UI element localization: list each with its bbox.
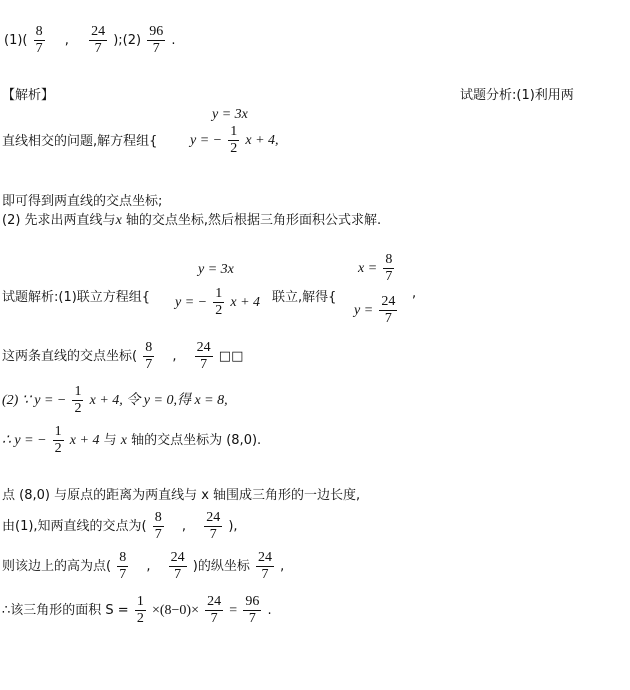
denominator: 7 [261, 567, 269, 582]
numerator: 8 [145, 340, 153, 355]
denominator: 7 [384, 311, 392, 326]
answer-area-fraction [147, 24, 165, 57]
eq2-fraction [213, 286, 224, 319]
denominator: 7 [154, 527, 162, 542]
answer-x-fraction [34, 24, 45, 57]
line3-var: x [115, 213, 122, 228]
numerator: 24 [206, 510, 221, 525]
p5-a: 由(1),知两直线的交点为( [2, 519, 147, 534]
answer-end: . [171, 33, 176, 48]
solution-end-comma: , [412, 286, 417, 301]
line3-b: 轴的交点坐标,然后根据三角形面积公式求解. [121, 213, 382, 228]
sx-fraction [383, 252, 394, 285]
p7-result-fraction [243, 594, 261, 627]
numerator: 24 [91, 24, 106, 39]
numerator: 1 [230, 124, 238, 139]
numerator: 24 [381, 294, 396, 309]
p5-end: ), [228, 519, 238, 534]
answer-comma: , [64, 33, 69, 48]
solution-y [354, 294, 399, 327]
analysis-heading: 【解析】 [2, 88, 55, 103]
denominator: 7 [145, 357, 153, 372]
solution-p6 [2, 550, 284, 583]
p7-a: ∴该三角形的面积 S = [2, 603, 129, 618]
analysis-line1: 直线相交的问题,解方程组{ [2, 134, 158, 149]
sy-lhs: y = [354, 303, 374, 318]
point-comma: , [172, 349, 177, 364]
numerator: 1 [215, 286, 223, 301]
numerator: 96 [245, 594, 260, 609]
solution-p4: 点 (8,0) 与原点的距离为两直线与 x 轴围成三角形的一边长度, [2, 488, 361, 503]
analysis-eq2 [190, 124, 279, 157]
analysis-line3 [2, 209, 381, 229]
solution-p2 [2, 384, 228, 417]
numerator: 24 [196, 340, 211, 355]
point-y-fraction [195, 340, 213, 373]
denominator: 7 [94, 41, 102, 56]
denominator: 7 [200, 357, 208, 372]
solution-point-line [2, 340, 243, 373]
denominator: 2 [136, 611, 144, 626]
p7-eq: = [229, 603, 238, 618]
denominator: 7 [209, 527, 217, 542]
p3-d: 轴的交点坐标为 (8,0). [126, 433, 262, 448]
denominator: 7 [35, 41, 43, 56]
p3-var: x [120, 433, 127, 448]
eq2-lhs: y = − [190, 133, 223, 148]
denominator: 2 [74, 401, 82, 416]
denominator: 7 [248, 611, 256, 626]
p3-b: x + 4 [69, 433, 100, 448]
line3-a: (2) 先求出两直线与 [2, 213, 116, 228]
denominator: 7 [174, 567, 182, 582]
p3-c: 与 [99, 433, 121, 448]
solution-x [358, 252, 396, 285]
p6-b: )的纵坐标 [192, 559, 250, 574]
eq2-rhs: x + 4, [245, 133, 279, 148]
solution-eq1: y = 3x [198, 262, 234, 277]
p6-end: , [280, 559, 285, 574]
point-text: 这两条直线的交点坐标( [2, 349, 138, 364]
p5-y-fraction [204, 510, 222, 543]
denominator: 2 [215, 303, 223, 318]
answer-close: );(2) [113, 33, 142, 48]
p3-fraction [53, 424, 64, 457]
eq2-rhs: x + 4 [230, 295, 261, 310]
answer-line [4, 24, 176, 57]
numerator: 24 [207, 594, 222, 609]
solution-p7 [2, 594, 272, 627]
point-end: □□ [218, 349, 244, 364]
p5-x-fraction [153, 510, 164, 543]
numerator: 96 [149, 24, 164, 39]
numerator: 1 [54, 424, 62, 439]
answer-open: (1)( [4, 33, 28, 48]
numerator: 1 [136, 594, 144, 609]
numerator: 1 [74, 384, 82, 399]
p7-end: . [267, 603, 272, 618]
answer-y-fraction [89, 24, 107, 57]
sx-lhs: x = [358, 261, 378, 276]
numerator: 24 [258, 550, 272, 565]
analysis-line2: 即可得到两直线的交点坐标; [2, 194, 163, 209]
eq2-lhs: y = − [175, 295, 208, 310]
p3-a: ∴ y = − [2, 433, 47, 448]
p7-height-fraction [205, 594, 223, 627]
analysis-eq1: y = 3x [212, 107, 248, 122]
p2-b: x + 4, 令 y = 0,得 x = 8, [89, 393, 228, 408]
p2-fraction [72, 384, 83, 417]
denominator: 7 [119, 567, 127, 582]
numerator: 24 [170, 550, 185, 565]
numerator: 8 [385, 252, 393, 267]
p6-comma: , [146, 559, 151, 574]
p6-value-fraction [256, 550, 274, 583]
p5-comma: , [181, 519, 187, 534]
denominator: 7 [385, 269, 393, 284]
solution-intro: 试题解析:(1)联立方程组{ [2, 290, 151, 305]
p6-x-fraction [117, 550, 128, 583]
denominator: 7 [152, 41, 160, 56]
sy-fraction [379, 294, 397, 327]
numerator: 8 [119, 550, 127, 565]
solution-p3 [2, 424, 261, 457]
solution-mid: 联立,解得{ [272, 290, 337, 305]
numerator: 8 [35, 24, 43, 39]
solution-eq2 [175, 286, 260, 319]
p7-half-fraction [135, 594, 146, 627]
denominator: 2 [230, 141, 238, 156]
numerator: 8 [154, 510, 162, 525]
denominator: 2 [54, 441, 62, 456]
p7-mid: ×(8−0)× [151, 603, 199, 618]
solution-p5 [2, 510, 238, 543]
denominator: 7 [210, 611, 218, 626]
p2-a: (2) ∵ y = − [2, 393, 67, 408]
eq2-fraction [228, 124, 239, 157]
p6-a: 则该边上的高为点( [2, 559, 112, 574]
p6-y-fraction [169, 550, 187, 583]
point-x-fraction [143, 340, 154, 373]
analysis-intro-right: 试题分析:(1)利用两 [460, 88, 574, 103]
